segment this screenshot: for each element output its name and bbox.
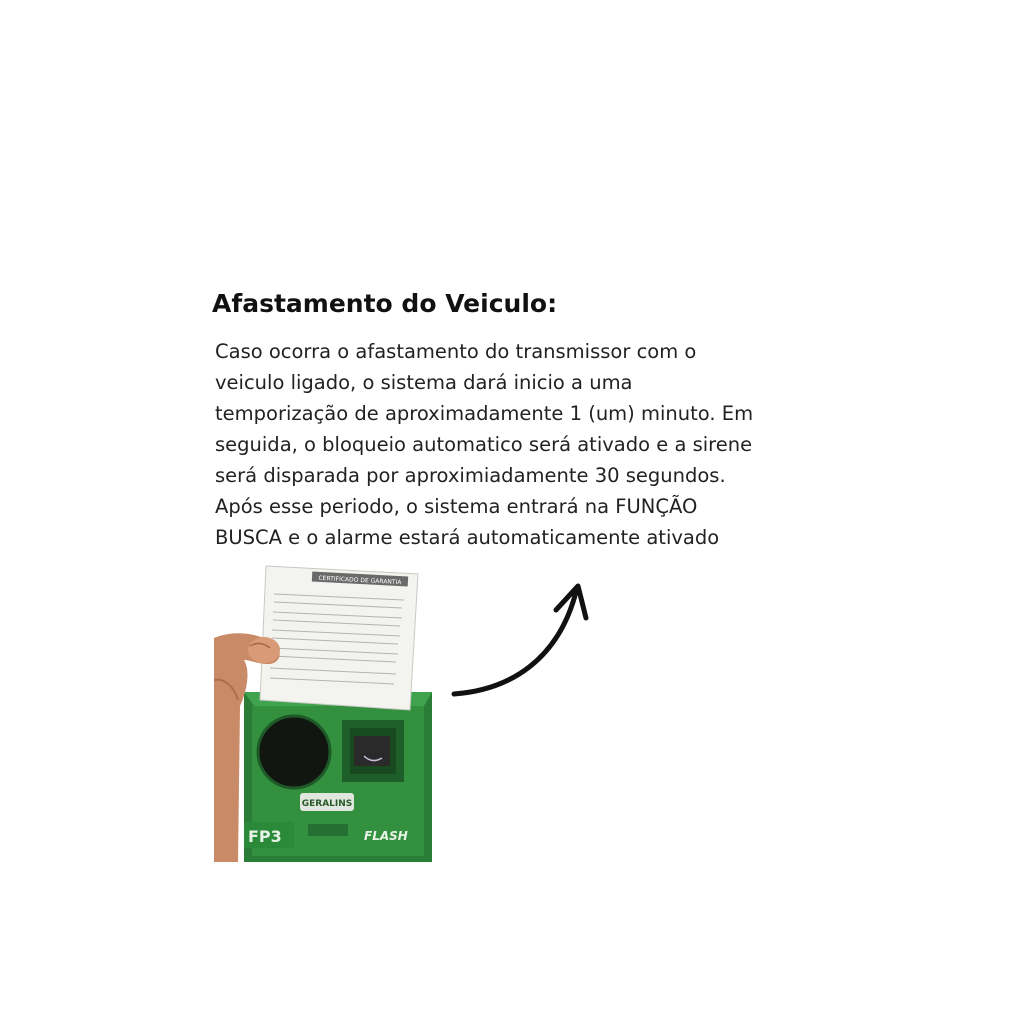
product-logo-left: FP3	[248, 827, 282, 846]
body-line: BUSCA e o alarme estará automaticamente ativado	[215, 526, 720, 549]
body-line: seguida, o bloqueio automatico será ativado e a sirene	[215, 433, 753, 456]
body-paragraph	[215, 336, 815, 553]
body-line: temporização de aproximadamente 1 (um) minuto. Em	[215, 402, 754, 425]
curved-arrow-icon	[440, 570, 600, 710]
product-logo-right: FLASH	[364, 829, 408, 843]
body-line: será disparada por aproximiadamente 30 segundos.	[215, 464, 726, 487]
body-line: veiculo ligado, o sistema dará inicio a uma	[215, 371, 633, 394]
body-line: Caso ocorra o afastamento do transmissor com o	[215, 340, 697, 363]
heading: Afastamento do Veiculo:	[212, 289, 558, 318]
product-photo	[214, 560, 436, 862]
brand-logo: GERALINS	[301, 799, 353, 809]
certificate-heading: CERTIFICADO DE GARANTIA	[318, 574, 402, 587]
body-line: Após esse periodo, o sistema entrará na FUNÇÃO	[215, 495, 698, 518]
